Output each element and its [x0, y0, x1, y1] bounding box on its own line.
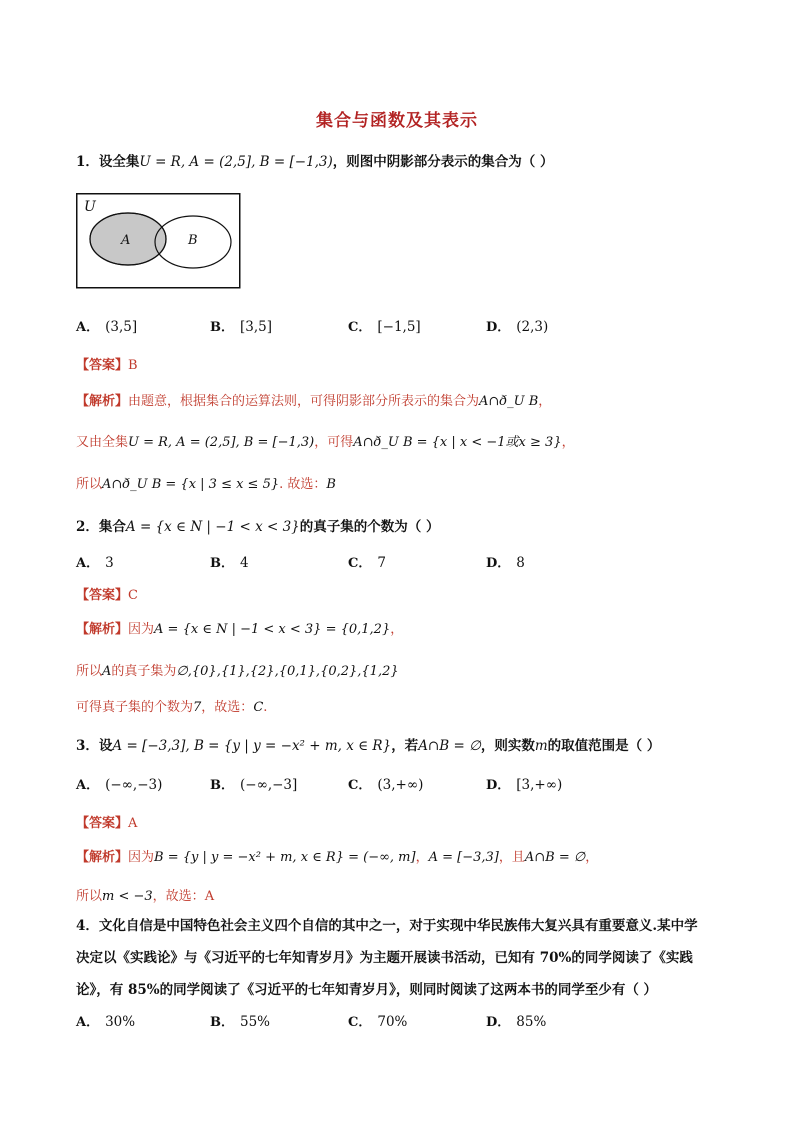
question-1-math: U = R, A = (2,5], B = [−1,3): [139, 154, 333, 170]
venn-set-a-label: A: [121, 233, 131, 248]
q2-answer: 【答案】C: [76, 588, 138, 603]
q2-explanation-line-3: 可得真子集的个数为7，故选：C.: [76, 700, 268, 715]
question-1-suffix: ，则图中阴影部分表示的集合为（ ）: [332, 154, 554, 170]
venn-set-b-label: B: [188, 233, 198, 248]
q2-option-c[interactable]: C． 7: [348, 555, 386, 571]
q2-explanation-line-2: 所以A的真子集为∅,{0},{1},{2},{0,1},{0,2},{1,2}: [76, 664, 399, 679]
question-4-line-1: 4．文化自信是中国特色社会主义四个自信的其中之一，对于实现中华民族伟大复兴具有重要意义.某中学: [76, 918, 698, 934]
question-4-line-3: 论》，有 85%的同学阅读了《习近平的七年知青岁月》，则同时阅读了这两本书的同学至少有（ ）: [76, 982, 658, 998]
q3-option-a[interactable]: A． (−∞,−3): [76, 777, 163, 793]
q3-explanation-line-2: 所以m < −3，故选：A: [76, 889, 215, 904]
q1-explanation-line-3: 所以A∩ð_U B = {x | 3 ≤ x ≤ 5}. 故选：B: [76, 477, 336, 492]
q2-option-b[interactable]: B． 4: [210, 555, 249, 571]
q4-option-b[interactable]: B． 55%: [210, 1014, 271, 1030]
q4-option-a[interactable]: A． 30%: [76, 1014, 136, 1030]
venn-universe-label: U: [84, 199, 96, 215]
venn-diagram: [76, 193, 242, 290]
question-1-prefix: 1．设全集: [76, 154, 140, 170]
q1-option-d[interactable]: D． (2,3): [486, 319, 549, 335]
q1-answer: 【答案】B: [76, 358, 138, 373]
q1-option-a[interactable]: A． (3,5]: [76, 319, 138, 335]
page-title: 集合与函数及其表示: [316, 111, 478, 131]
question-3-stem: 3．设A = [−3,3], B = {y | y = −x² + m, x ∈ R}，若A∩B = ∅，则实数m的取值范围是（ ）: [76, 738, 661, 754]
q2-option-a[interactable]: A． 3: [76, 555, 114, 571]
q1-explanation-line-1: 【解析】由题意，根据集合的运算法则，可得阴影部分所表示的集合为A∩ð_U B，: [76, 394, 552, 409]
q4-option-d[interactable]: D． 85%: [486, 1014, 547, 1030]
q1-option-c[interactable]: C． [−1,5]: [348, 319, 421, 335]
q2-explanation-line-1: 【解析】因为A = {x ∈ N | −1 < x < 3} = {0,1,2}，: [76, 622, 404, 637]
question-1-stem: [76, 150, 554, 170]
q3-option-d[interactable]: D． [3,+∞): [486, 777, 563, 793]
q3-answer: 【答案】A: [76, 816, 138, 831]
q2-option-d[interactable]: D． 8: [486, 555, 525, 571]
q3-explanation-line-1: 【解析】因为B = {y | y = −x² + m, x ∈ R} = (−∞, m]，A = [−3,3]，且A∩B = ∅，: [76, 850, 599, 865]
q1-option-b[interactable]: B． [3,5]: [210, 319, 273, 335]
question-4-line-2: 决定以《实践论》与《习近平的七年知青岁月》为主题开展读书活动，已知有 70%的同学阅读了《实践: [76, 950, 693, 966]
q3-option-b[interactable]: B． (−∞,−3]: [210, 777, 298, 793]
q4-option-c[interactable]: C． 70%: [348, 1014, 408, 1030]
q3-option-c[interactable]: C． (3,+∞): [348, 777, 424, 793]
question-2-stem: 2．集合A = {x ∈ N | −1 < x < 3}的真子集的个数为（ ）: [76, 519, 440, 535]
q1-explanation-line-2: 又由全集U = R, A = (2,5], B = [−1,3)，可得A∩ð_U B = {x | x < −1或x ≥ 3}，: [76, 435, 575, 450]
